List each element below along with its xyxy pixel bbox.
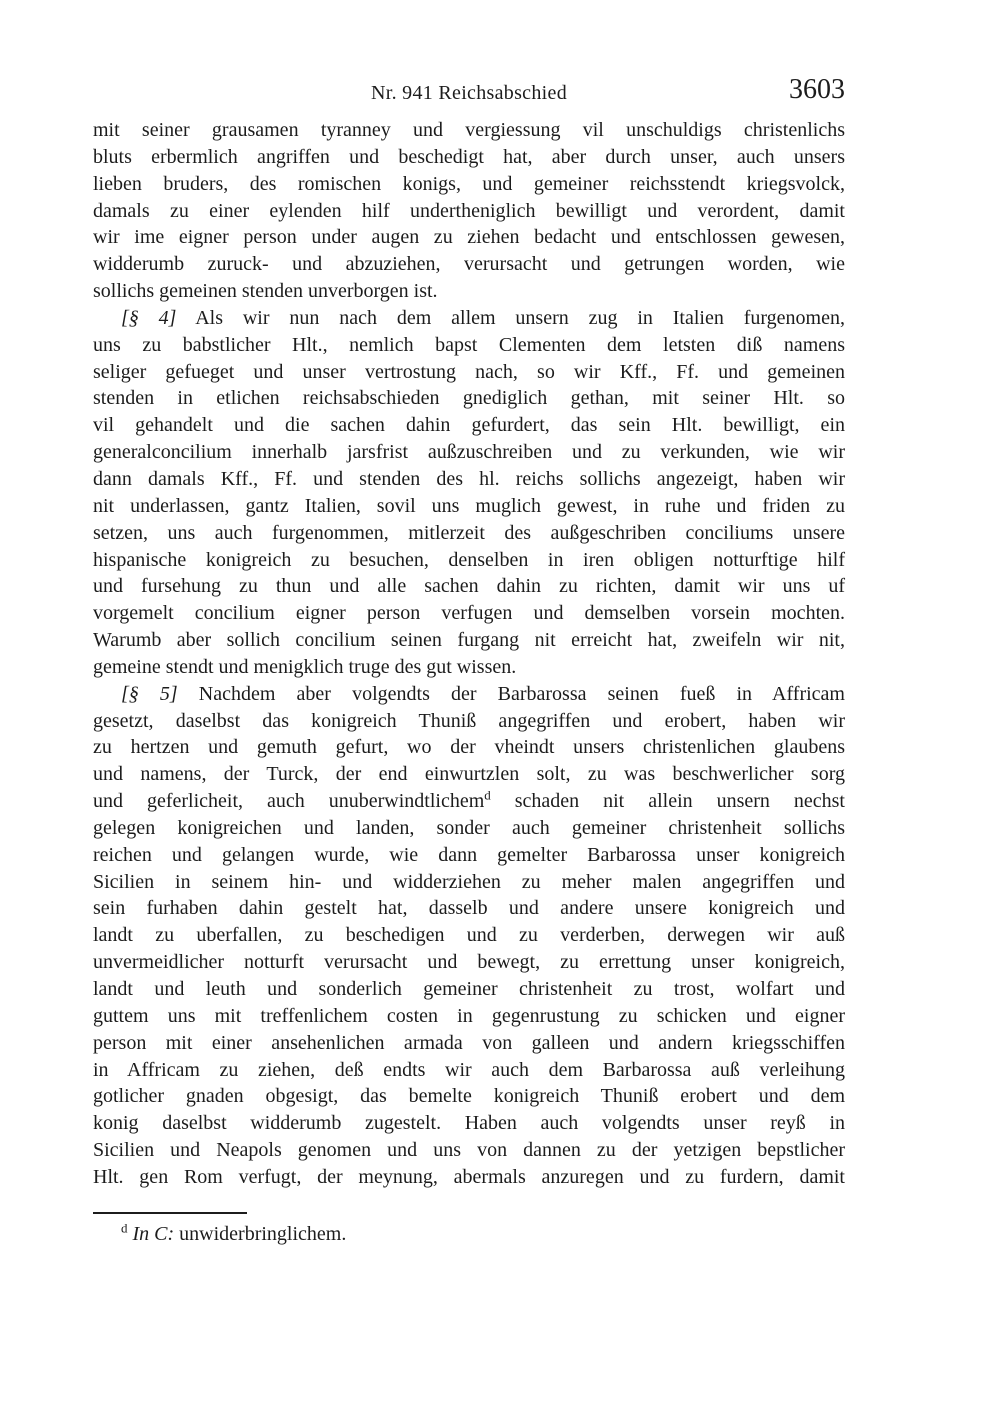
footnote-marker: d (484, 787, 491, 803)
italic-text: In C: (132, 1223, 175, 1245)
text-line: dann damals Kff., Ff. und stenden des hl. reichs sollichs angezeigt, haben wir (93, 467, 845, 490)
text-line: vil gehandelt und die sachen dahin gefurdert, das sein Hlt. bewilligt, ein (93, 414, 845, 437)
text-line: unvermeidlicher notturft verursacht und bewegt, zu errettung unser konigreich, (93, 951, 845, 974)
text-line: stenden in etlichen reichsabschieden gnediglich gethan, mit seiner Hlt. so (93, 387, 845, 410)
text-line (93, 681, 845, 708)
text-line: in Affricam zu ziehen, deß endts wir auch dem Barbarossa auß verleihung (93, 1058, 845, 1081)
text-line: mit seiner grausamen tyranney und vergiessung vil unschuldigs christenlichs (93, 119, 845, 141)
text-line: damals zu einer eylenden hilf undertheniglich bewilligt und verordent, damit (93, 199, 845, 222)
footnote (93, 1221, 845, 1247)
text-line: Sicilien in seinem hin- und widderziehen zu meher malen angegriffen und (93, 870, 845, 893)
text-line: bluts erbermlich angriffen und beschedigt hat, aber durch unser, auch unsers (93, 145, 845, 168)
text-segment: und geferlicheit, auch unuberwindtlichem (93, 790, 485, 813)
text-line: Warumb aber sollich concilium seinen furgang nit erreicht hat, zweifeln wir nit, (93, 629, 845, 652)
text-line: landt zu uberfallen, zu beschedigen und zu verderben, derwegen wir auß (93, 924, 845, 947)
footnote-block (93, 1212, 845, 1247)
italic-text: [§ 4] (121, 306, 177, 329)
text-line: nit underlassen, gantz Italien, sovil uns muglich gewest, in ruhe und friden zu (93, 494, 845, 517)
text-segment: schaden nit allein unsern nechst (490, 790, 845, 813)
text-line: setzen, uns auch furgenommen, mitlerzeit des außgeschriben conciliums unsere (93, 521, 845, 544)
text-line: gemeine stendt und menigklich truge des gut wissen. (93, 655, 517, 678)
text-line (93, 305, 845, 332)
text-line: sollichs gemeinen stenden unverborgen ist. (93, 280, 438, 303)
text-line: und namens, der Turck, der end einwurtzlen solt, zu was beschwerlicher sorg (93, 763, 845, 786)
paragraph (93, 681, 845, 1191)
running-title: Nr. 941 Reichsabschied (370, 82, 567, 104)
text-line: Sicilien und Neapols genomen und uns von dannen zu der yetzigen bepstlicher (93, 1139, 845, 1162)
text-line: vorgemelt concilium eigner person verfugen und demselben vorsein mochten. (93, 602, 845, 625)
text-line: lieben bruders, des romischen konigs, und gemeiner reichsstendt kriegsvolck, (93, 172, 845, 195)
text-line: sein furhaben dahin gestelt hat, dasselb und andere unsere konigreich und (93, 897, 845, 920)
paragraph (93, 117, 845, 305)
text-segment: Als wir nun nach dem allem unsern zug in Italien furgenomen, (176, 306, 845, 329)
paragraph (93, 305, 845, 681)
text-segment: Nachdem aber volgendts der Barbarossa seinen fueß in Affricam (177, 682, 845, 705)
text-line: uns zu babstlicher Hlt., nemlich bapst Clementen dem letsten diß namens (93, 333, 845, 356)
text-line: hispanische konigreich zu besuchen, denselben in iren obligen notturftige hilf (93, 548, 845, 571)
text-line: zu hertzen und gemuth gefurt, wo der vheindt unsers christenlichen glaubens (93, 736, 845, 759)
text-line: und fursehung zu thun und alle sachen dahin zu richten, damit wir uns uf (93, 575, 845, 598)
text-line: gelegen konigreichen und landen, sonder auch gemeiner christenheit sollichs (93, 816, 845, 839)
text-line: gesetzt, daselbst das konigreich Thuniß angegriffen und erobert, haben wir (93, 709, 845, 732)
text-line: landt und leuth und sonderlich gemeiner christenheit zu trost, wolfart und (93, 978, 845, 1000)
text-line (93, 788, 845, 815)
text-line: konig daselbst widderumb zugestelt. Haben auch volgendts unser reyß in (93, 1112, 845, 1135)
text-line: seliger gefueget und unser vertrostung nach, so wir Kff., Ff. und gemeinen (93, 360, 845, 383)
page-header (93, 74, 845, 108)
text-line: widderumb zuruck- und abzuziehen, verursacht und getrungen worden, wie (93, 253, 845, 276)
text-line: wir ime eigner person under augen zu ziehen bedacht und entschlossen gewesen, (93, 226, 845, 249)
italic-text: [§ 5] (121, 682, 178, 705)
text-segment: unwiderbringlichem. (174, 1223, 347, 1245)
text-line: person mit einer ansehenlichen armada von galleen und andern kriegsschiffen (93, 1031, 845, 1054)
text-line: gotlicher gnaden obgesigt, das bemelte konigreich Thuniß erobert und dem (93, 1085, 845, 1108)
text-line: Hlt. gen Rom verfugt, der meynung, abermals anzuregen und zu furdern, damit (93, 1165, 845, 1188)
footnote-marker: d (121, 1220, 128, 1236)
text-line: reichen und gelangen wurde, wie dann gemelter Barbarossa unser konigreich (93, 843, 845, 866)
page-number: 3603 (789, 74, 845, 105)
text-line: guttem uns mit treffenlichem costen in gegenrustung zu schicken und eigner (93, 1004, 845, 1027)
text-line: generalconcilium innerhalb jarsfrist außzuschreiben und zu verkunden, wie wir (93, 441, 845, 464)
footnote-divider (93, 1212, 247, 1214)
body-text (93, 117, 845, 1191)
